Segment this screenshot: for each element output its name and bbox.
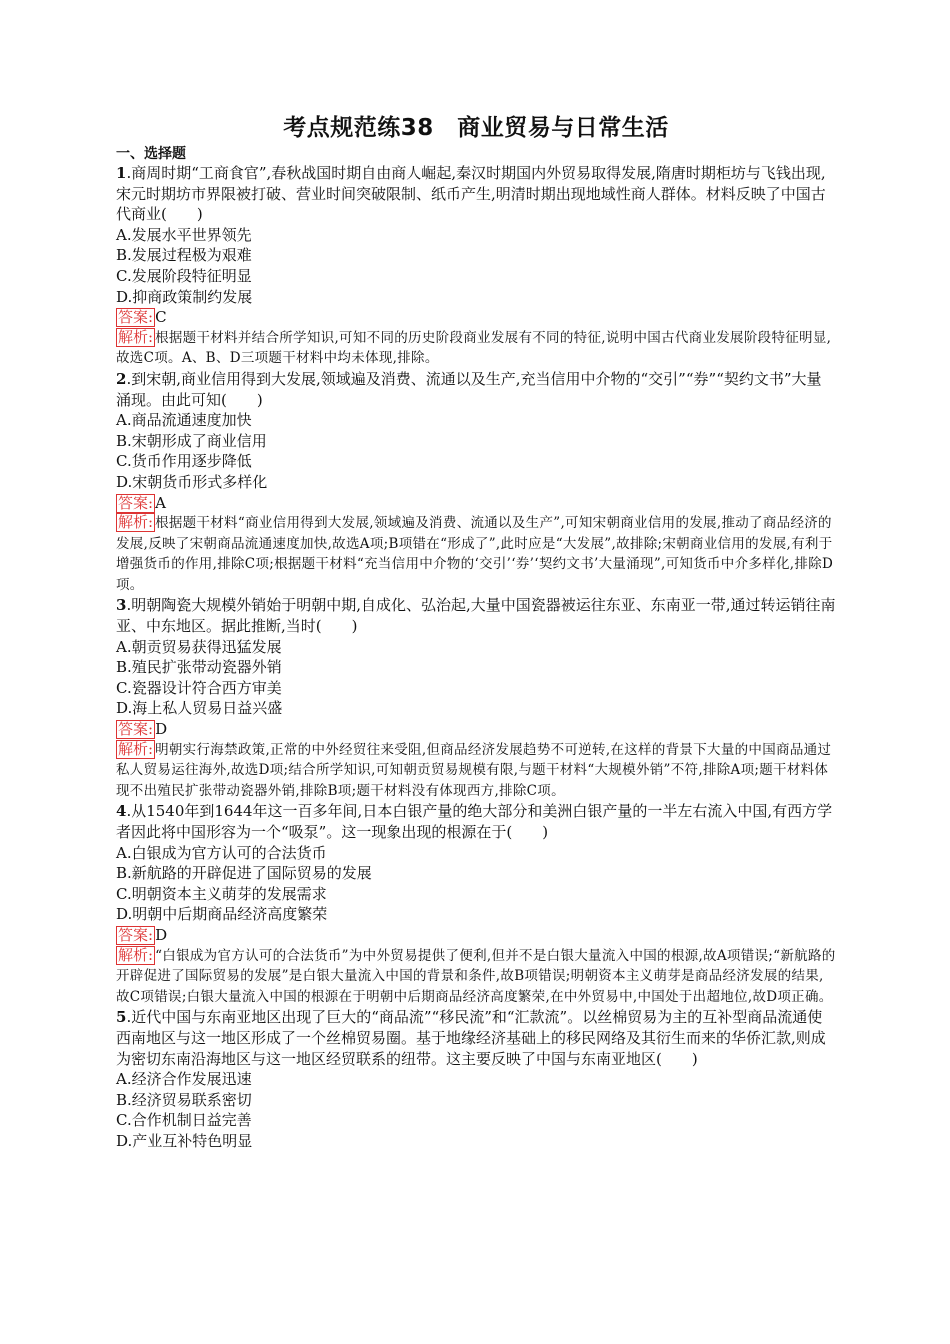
option-a: A.白银成为官方认可的合法货币 [116,843,327,862]
question-stem [116,595,836,636]
explanation-text: “白银成为官方认可的合法货币”为中外贸易提供了便利,但并不是白银大量流入中国的根源,故A项错误;“新航路的开辟促进了国际贸易的发展”是白银大量流入中国的背景和条件,故B项错误;明朝资本主义萌芽是商品经济发展的结果,故C项错误;白银大量流入中国的根源在于明朝中后期商品经济高度繁荣,在中外贸易中,中国处于出超地位,故D项正确。 [116,947,836,1005]
answer-value: A [155,493,166,512]
answer-value: D [155,925,168,944]
explain-tag: 解析: [118,513,154,532]
option-b: B.宋朝形成了商业信用 [116,431,267,450]
explanation-text: 明朝实行海禁政策,正常的中外经贸往来受阻,但商品经济发展趋势不可逆转,在这样的背景下大量的中国商品通过私人贸易运往海外,故选D项;结合所学知识,可知朝贡贸易规模有限,与题干材料“大规模外销”不符,排除A项;题干材料体现不出殖民扩张带动瓷器外销,排除B项;题干材料没有体现西方,排除C项。 [116,741,832,799]
question-number: 5 [116,1008,127,1027]
explanation [116,946,836,1008]
option-c: C.合作机制日益完善 [116,1111,252,1130]
question-number: 4 [116,802,127,821]
option-a: A.朝贡贸易获得迅猛发展 [116,637,282,656]
answer-line [116,493,836,514]
answer-value: D [155,720,168,739]
answer-tag: 答案: [118,308,154,327]
answer-tag: 答案: [118,493,154,512]
explanation-text: 根据题干材料并结合所学知识,可知不同的历史阶段商业发展有不同的特征,说明中国古代商业发展阶段特征明显,故选C项。A、B、D三项题干材料中均未体现,排除。 [116,329,832,367]
question-3 [116,595,836,801]
option-c: C.货币作用逐步降低 [116,452,252,471]
question-stem [116,369,836,410]
question-number: 1 [116,164,127,182]
explain-tag: 解析: [118,739,154,758]
answer-tag: 答案: [118,925,154,944]
question-text: .到宋朝,商业信用得到大发展,领域遍及消费、流通以及生产,充当信用中介物的“交引”“券”“契约文书”大量涌现。由此可知( ) [116,369,822,409]
explain-tag: 解析: [118,945,154,964]
explanation [116,740,836,802]
explain-tag: 解析: [118,327,154,346]
question-stem [116,1007,836,1069]
question-number: 3 [116,596,127,615]
option-d: D.宋朝货币形式多样化 [116,472,268,491]
option-c: C.瓷器设计符合西方审美 [116,678,282,697]
explanation [116,513,836,595]
answer-line [116,719,836,740]
explanation [116,328,836,369]
question-text: .近代中国与东南亚地区出现了巨大的“商品流”“移民流”和“汇款流”。以丝棉贸易为主的互补型商品流通使西南地区与这一地区形成了一个丝棉贸易圈。基于地缘经济基础上的移民网络及其衍生而来的华侨汇款,则成为密切东南沿海地区与这一地区经贸联系的纽带。这主要反映了中国与东南亚地区( ) [116,1008,826,1068]
option-d: D.海上私人贸易日益兴盛 [116,699,283,718]
question-2 [116,369,836,596]
document-page [116,112,836,1152]
answer-line [116,307,836,328]
section-heading: 一、选择题 [116,146,186,162]
question-1 [116,163,836,369]
option-d: D.产业互补特色明显 [116,1131,253,1150]
question-5 [116,1007,836,1151]
page-title: 考点规范练38 商业贸易与日常生活 [283,115,669,141]
explanation-text: 根据题干材料“商业信用得到大发展,领域遍及消费、流通以及生产”,可知宋朝商业信用的发展,推动了商品经济的发展,反映了宋朝商品流通速度加快,故选A项;B项错在“形成了”,此时应是“大发展”,故排除;宋朝商业信用的发展,有利于增强货币的作用,排除C项;根据题干材料“充当信用中介物的‘交引’‘券’‘契约文书’大量涌现”,可知货币中介多样化,排除D项。 [116,515,834,593]
option-c: C.明朝资本主义萌芽的发展需求 [116,884,327,903]
question-text: .明朝陶瓷大规模外销始于明朝中期,自成化、弘治起,大量中国瓷器被运往东亚、东南亚一带,通过转运销往南亚、中东地区。据此推断,当时( ) [116,596,836,636]
option-b: B.发展过程极为艰难 [116,246,252,265]
question-stem [116,801,836,842]
question-4 [116,801,836,1007]
option-a: A.商品流通速度加快 [116,411,252,430]
answer-tag: 答案: [118,720,154,739]
option-a: A.发展水平世界领先 [116,225,252,244]
option-c: C.发展阶段特征明显 [116,266,252,285]
option-d: D.明朝中后期商品经济高度繁荣 [116,905,328,924]
option-a: A.经济合作发展迅速 [116,1070,252,1089]
option-b: B.经济贸易联系密切 [116,1090,252,1109]
option-b: B.殖民扩张带动瓷器外销 [116,658,282,677]
question-text: .从1540年到1644年这一百多年间,日本白银产量的绝大部分和美洲白银产量的一半左右流入中国,有西方学者因此将中国形容为一个“吸泵”。这一现象出现的根源在于( ) [116,802,833,841]
question-number: 2 [116,369,127,388]
question-text: .商周时期“工商食官”,春秋战国时期自由商人崛起,秦汉时期国内外贸易取得发展,隋唐时期柜坊与飞钱出现,宋元时期坊市界限被打破、营业时间突破限制、纸币产生,明清时期出现地域性商人群体。材料反映了中国古代商业( ) [116,164,826,224]
option-b: B.新航路的开辟促进了国际贸易的发展 [116,864,372,883]
answer-line [116,925,836,946]
answer-value: C [155,308,167,327]
option-d: D.抑商政策制约发展 [116,287,253,306]
question-stem [116,163,836,225]
